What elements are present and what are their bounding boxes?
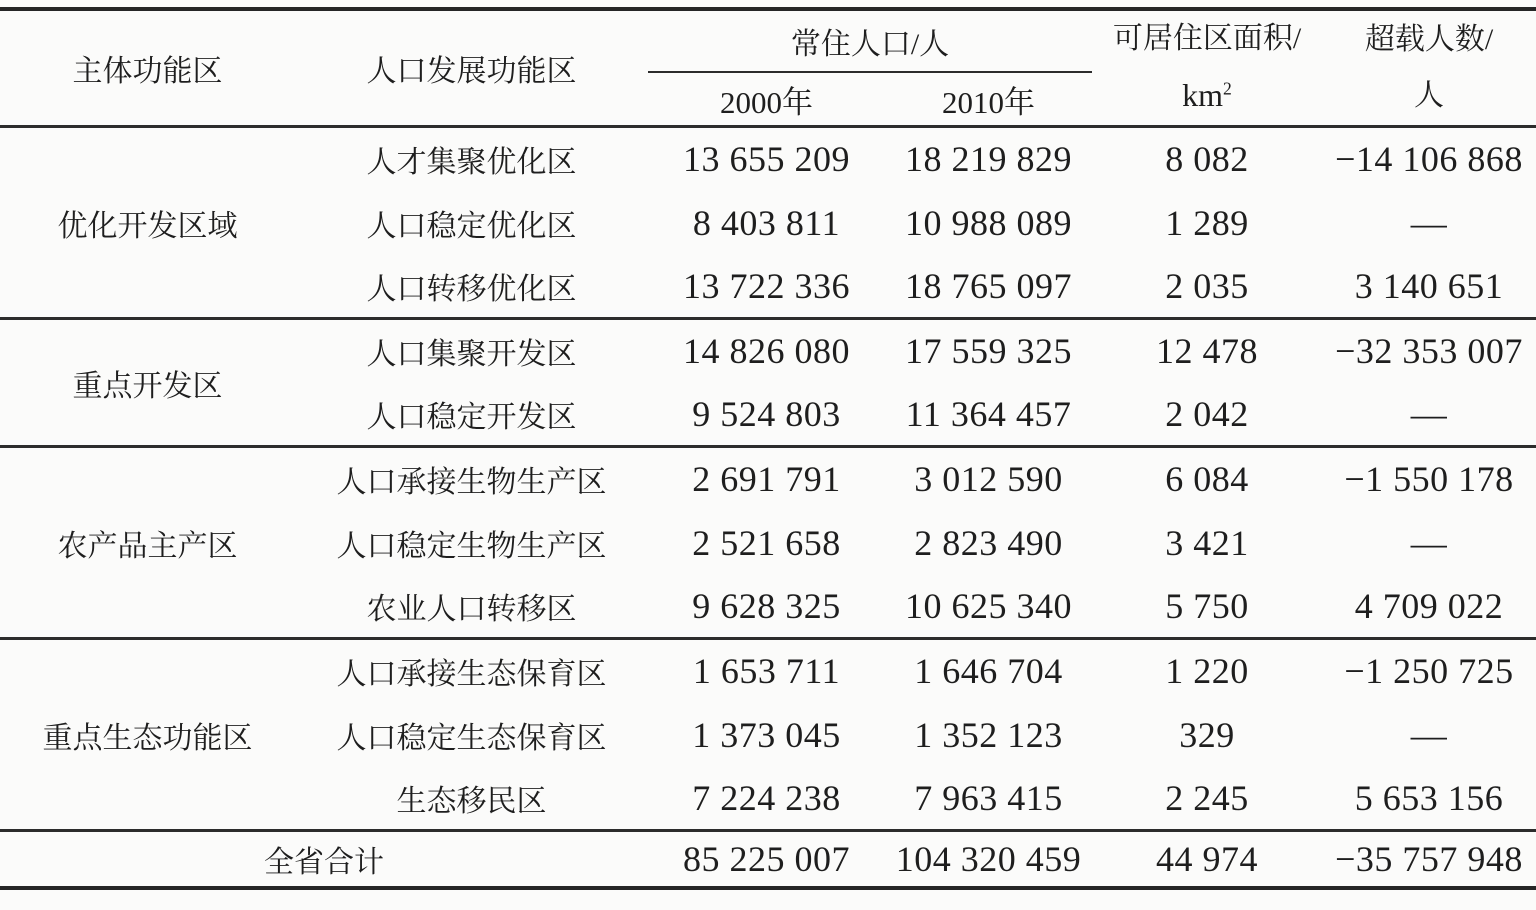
subzone-cell: 人口转移优化区 — [366, 272, 577, 306]
subzone-cell: 人口稳定优化区 — [366, 209, 577, 243]
subzone-cell: 农业人口转移区 — [366, 592, 577, 626]
pop2000-cell: 8 403 811 — [692, 202, 841, 243]
table-row — [0, 639, 1536, 703]
area-cell: 3 421 — [1165, 522, 1249, 563]
group-key-development — [0, 319, 1536, 447]
total-overload-cell: −35 757 948 — [1335, 838, 1523, 879]
total-row — [0, 831, 1536, 888]
header-habitable-area-unit — [1182, 77, 1232, 113]
overload-cell: 3 140 651 — [1354, 265, 1504, 306]
area-cell: 6 084 — [1165, 459, 1249, 500]
overload-cell: −32 353 007 — [1335, 331, 1523, 372]
header-year-2010: 2010年 — [942, 84, 1035, 120]
subzone-cell: 人口稳定开发区 — [366, 400, 577, 434]
subzone-cell: 人口稳定生态保育区 — [336, 721, 607, 755]
area-cell: 2 245 — [1165, 777, 1249, 818]
header-year-2000: 2000年 — [720, 84, 813, 120]
total-pop2010-cell: 104 320 459 — [895, 838, 1082, 879]
table-header — [0, 9, 1536, 127]
pop2010-cell: 3 012 590 — [914, 459, 1063, 500]
pop2010-cell: 18 219 829 — [905, 139, 1072, 180]
pop2010-cell: 2 823 490 — [914, 522, 1063, 563]
total-label-cell: 全省合计 — [264, 845, 384, 879]
pop2010-cell: 10 625 340 — [905, 585, 1072, 626]
overload-cell: 5 653 156 — [1354, 777, 1504, 818]
zone-cell: 重点开发区 — [72, 369, 223, 403]
subzone-cell: 人口承接生态保育区 — [336, 658, 607, 692]
pop2000-cell: 2 691 791 — [692, 459, 841, 500]
pop2000-cell: 13 655 209 — [683, 139, 850, 180]
header-overload-unit: 人 — [1414, 79, 1444, 112]
subzone-cell: 人口稳定生物生产区 — [336, 529, 607, 563]
subzone-cell: 生态移民区 — [396, 784, 547, 818]
header-habitable-area — [1092, 9, 1322, 127]
area-cell: 1 220 — [1165, 651, 1249, 692]
pop2010-cell: 17 559 325 — [905, 331, 1072, 372]
zone-cell: 农产品主产区 — [57, 529, 238, 563]
overload-cell: −1 250 725 — [1344, 651, 1514, 692]
total-area-cell: 44 974 — [1156, 838, 1258, 879]
pop2010-cell: 7 963 415 — [914, 777, 1063, 818]
overload-cell: — — [1410, 522, 1448, 563]
area-cell: 329 — [1179, 714, 1235, 755]
overload-cell: −1 550 178 — [1344, 459, 1514, 500]
area-cell: 2 035 — [1165, 265, 1249, 306]
pop2010-cell: 11 364 457 — [905, 393, 1072, 434]
table-row — [0, 447, 1536, 511]
area-cell: 12 478 — [1156, 331, 1258, 372]
header-main-zone: 主体功能区 — [72, 55, 223, 88]
pop2010-cell: 10 988 089 — [905, 202, 1072, 243]
subzone-cell: 人口承接生物生产区 — [336, 466, 607, 500]
area-cell: 8 082 — [1165, 139, 1249, 180]
overload-cell: — — [1410, 393, 1448, 434]
pop2000-cell: 9 524 803 — [692, 393, 841, 434]
overload-cell: — — [1410, 714, 1448, 755]
overload-cell: 4 709 022 — [1354, 585, 1504, 626]
pop2000-cell: 1 373 045 — [692, 714, 841, 755]
subzone-cell: 人口集聚开发区 — [366, 338, 577, 372]
km-superscript-2: 2 — [1223, 78, 1232, 99]
pop2010-cell: 1 646 704 — [914, 651, 1063, 692]
zone-cell: 重点生态功能区 — [42, 721, 253, 755]
header-row-1 — [0, 9, 1536, 72]
group-optimized-development — [0, 127, 1536, 319]
pop2000-cell: 13 722 336 — [683, 265, 850, 306]
overload-cell: −14 106 868 — [1335, 139, 1523, 180]
group-agricultural-production — [0, 447, 1536, 639]
area-cell: 1 289 — [1165, 202, 1249, 243]
header-pop-zone: 人口发展功能区 — [366, 55, 577, 88]
area-cell: 2 042 — [1165, 393, 1249, 434]
area-cell: 5 750 — [1165, 585, 1249, 626]
km-text: km — [1182, 77, 1224, 113]
overload-cell: — — [1410, 202, 1448, 243]
zone-cell: 优化开发区域 — [57, 209, 238, 243]
header-overload-population — [1322, 9, 1536, 127]
total-pop2000-cell: 85 225 007 — [683, 838, 850, 879]
total-row-group — [0, 831, 1536, 888]
pop2000-cell: 2 521 658 — [692, 522, 841, 563]
pop2010-cell: 1 352 123 — [914, 714, 1063, 755]
header-habitable-area-label: 可居住区面积/ — [1112, 22, 1302, 55]
population-function-zone-table — [0, 7, 1536, 890]
subzone-cell: 人才集聚优化区 — [366, 146, 577, 180]
pop2000-cell: 14 826 080 — [683, 331, 850, 372]
pop2000-cell: 1 653 711 — [692, 651, 841, 692]
pop2010-cell: 18 765 097 — [905, 265, 1072, 306]
header-overload-label: 超载人数/ — [1364, 23, 1494, 56]
pop2000-cell: 9 628 325 — [692, 585, 841, 626]
table-row — [0, 127, 1536, 191]
table-row — [0, 319, 1536, 383]
header-resident-population: 常住人口/人 — [648, 9, 1092, 72]
pop2000-cell: 7 224 238 — [692, 777, 841, 818]
group-key-ecological — [0, 639, 1536, 831]
